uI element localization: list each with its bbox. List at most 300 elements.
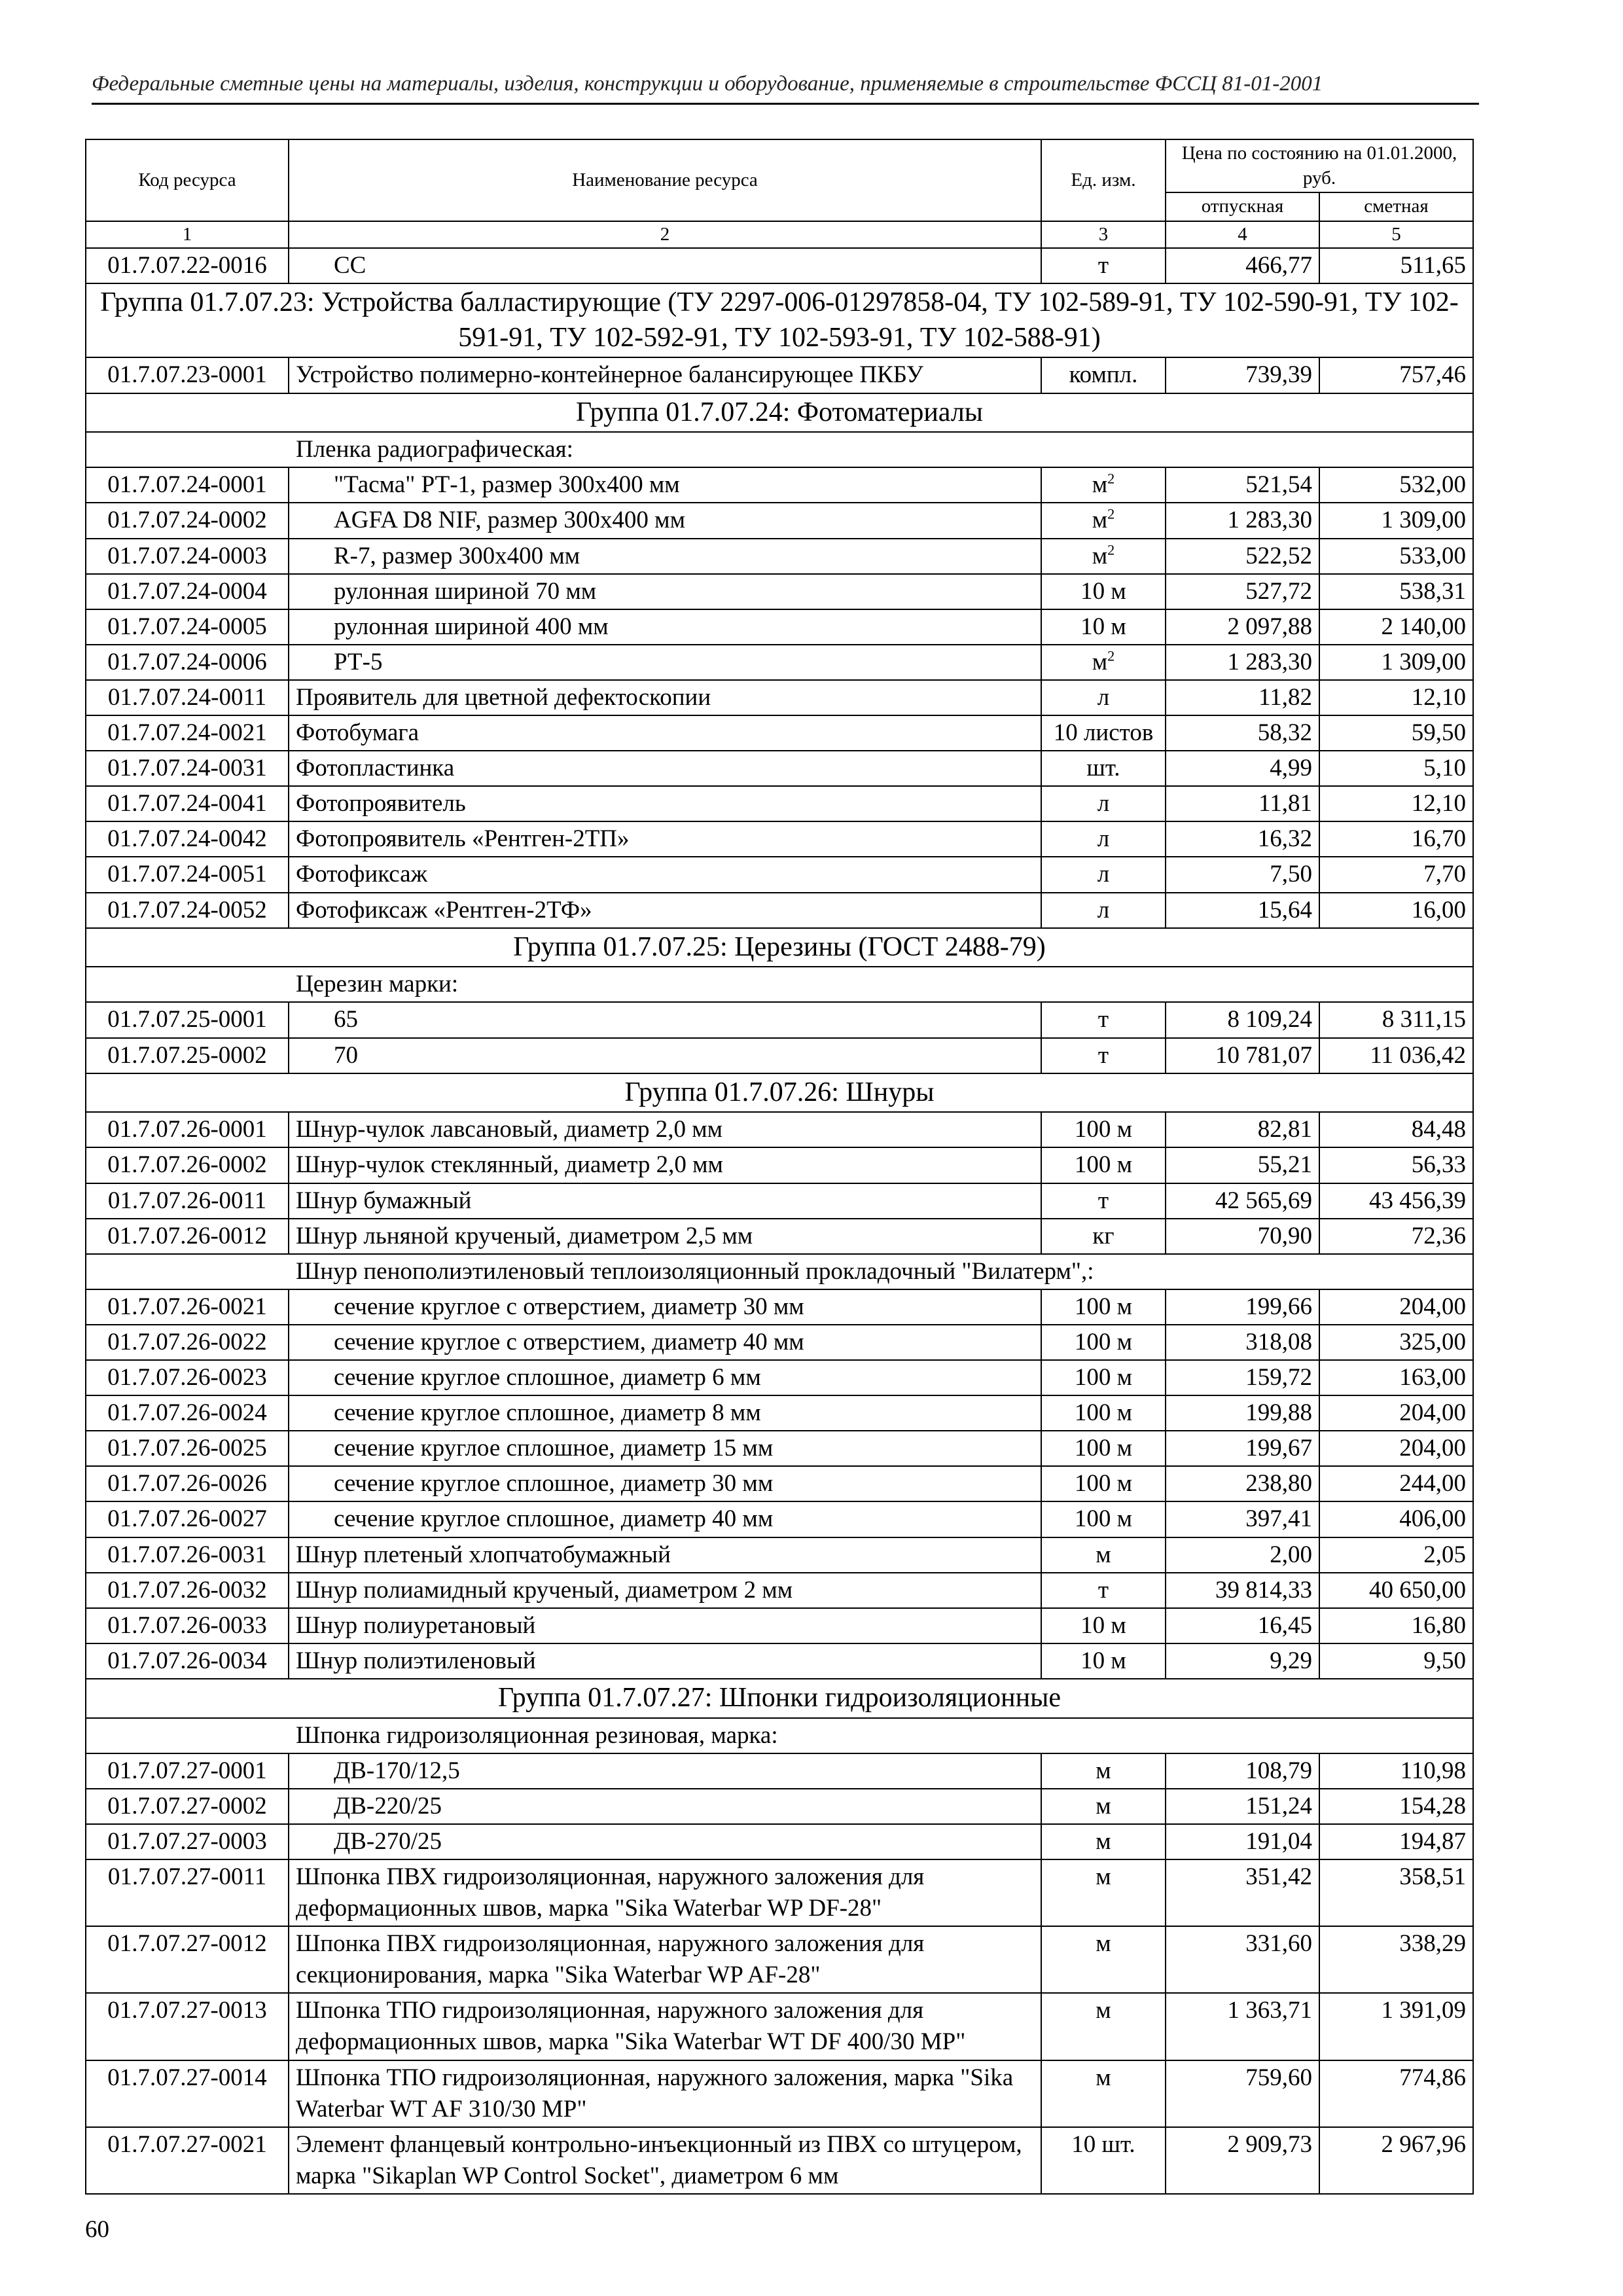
release-price: 15,64 [1166,893,1319,928]
resource-name-cell [289,1789,1041,1824]
column-number: 4 [1166,221,1319,248]
unit-value: м [1096,1863,1111,1891]
release-price: 108,79 [1166,1753,1319,1789]
estimate-price: 56,33 [1319,1147,1473,1183]
resource-code: 01.7.07.26-0021 [86,1289,289,1325]
resource-code: 01.7.07.24-0005 [86,609,289,645]
resource-name: "Тасма" РТ-1, размер 300х400 мм [334,471,680,499]
estimate-price: 16,80 [1319,1608,1473,1643]
resource-name: ДВ-170/12,5 [334,1757,460,1784]
unit-value: 100 м [1074,1293,1133,1320]
release-price: 2 097,88 [1166,609,1319,645]
resource-name-cell [289,1753,1041,1789]
resource-name-cell [289,248,1041,283]
resource-name-cell [289,645,1041,680]
resource-code: 01.7.07.27-0013 [86,1993,289,2060]
unit-cell [1041,1183,1166,1219]
table-row [86,574,1473,609]
resource-name-cell [289,1926,1041,1993]
estimate-price: 72,36 [1319,1219,1473,1254]
unit-cell [1041,645,1166,680]
unit-value: м [1096,1827,1111,1855]
resource-name: Шнур полиэтиленовый [296,1647,536,1674]
resource-code: 01.7.07.27-0011 [86,1859,289,1926]
estimate-price: 511,65 [1319,248,1473,283]
resource-name: 70 [334,1041,358,1069]
table-row [86,2127,1473,2194]
group-heading-row [86,393,1473,433]
resource-code: 01.7.07.25-0002 [86,1038,289,1073]
resource-name: Фотофиксаж [296,861,428,888]
estimate-price: 1 391,09 [1319,1993,1473,2060]
table-row [86,893,1473,928]
resource-code: 01.7.07.24-0042 [86,821,289,857]
table-row [86,1573,1473,1608]
estimate-price: 532,00 [1319,467,1473,503]
unit-cell [1041,1360,1166,1395]
resource-code: 01.7.07.26-0026 [86,1466,289,1501]
estimate-price: 11 036,42 [1319,1038,1473,1073]
resource-name: рулонная шириной 400 мм [334,613,609,640]
table-row [86,715,1473,751]
resource-name-cell [289,1643,1041,1679]
unit-cell [1041,1537,1166,1573]
release-price: 397,41 [1166,1501,1319,1537]
release-price: 1 283,30 [1166,503,1319,538]
resource-name-cell [289,1501,1041,1537]
estimate-price: 204,00 [1319,1395,1473,1431]
table-row [86,539,1473,574]
estimate-price: 204,00 [1319,1431,1473,1466]
resource-name-cell [289,821,1041,857]
unit-cell [1041,1219,1166,1254]
table-row [86,821,1473,857]
resource-code: 01.7.07.22-0016 [86,248,289,283]
page-number: 60 [85,2216,109,2243]
resource-name: сечение круглое сплошное, диаметр 40 мм [334,1505,774,1533]
resource-name: ДВ-220/25 [334,1792,442,1820]
resource-name-cell [289,1147,1041,1183]
resource-name: Шпонка ПВХ гидроизоляционная, наружного заложения для секционирования, марка "Sika Waterbar WP AF-28" [296,1930,925,1989]
group-title: Группа 01.7.07.24: Фотоматериалы [86,393,1473,433]
estimate-price: 2,05 [1319,1537,1473,1573]
resource-code: 01.7.07.26-0032 [86,1573,289,1608]
resource-name: Устройство полимерно-контейнерное балансирующее ПКБУ [296,361,923,389]
resource-name-cell [289,1608,1041,1643]
resource-name-cell [289,609,1041,645]
table-row [86,1219,1473,1254]
unit-value: кг [1092,1222,1115,1249]
unit-cell [1041,1501,1166,1537]
resource-name-cell [289,1183,1041,1219]
price-table [85,139,1474,2195]
table-row [86,1147,1473,1183]
resource-code: 01.7.07.26-0023 [86,1360,289,1395]
resource-name-cell [289,1573,1041,1608]
table-row [86,1753,1473,1789]
resource-name: сечение круглое с отверстием, диаметр 40 мм [334,1328,804,1355]
resource-name-cell [289,357,1041,393]
table-row [86,609,1473,645]
estimate-price: 9,50 [1319,1643,1473,1679]
estimate-price: 163,00 [1319,1360,1473,1395]
resource-name: Шнур льняной крученый, диаметром 2,5 мм [296,1222,753,1249]
table-body [86,248,1473,2194]
table-row [86,357,1473,393]
unit-cell [1041,539,1166,574]
unit-cell [1041,821,1166,857]
subheader-text: Шнур пенополиэтиленовый теплоизоляционный прокладочный "Вилатерм",: [86,1254,1473,1289]
unit-value: л [1097,896,1110,924]
unit-cell [1041,786,1166,821]
unit-value: шт. [1086,755,1120,782]
resource-code: 01.7.07.24-0003 [86,539,289,574]
unit-value: 100 м [1074,1470,1133,1498]
unit-value: м [1096,1541,1111,1568]
resource-name: Шнур полиамидный крученый, диаметром 2 мм [296,1576,793,1604]
group-title: Группа 01.7.07.25: Церезины (ГОСТ 2488-79) [86,928,1473,967]
resource-name-cell [289,1466,1041,1501]
resource-name-cell [289,680,1041,715]
unit-value: м [1096,1757,1111,1784]
table-row [86,1431,1473,1466]
resource-name: AGFA D8 NIF, размер 300х400 мм [334,507,686,534]
table-row [86,1183,1473,1219]
running-header: Федеральные сметные цены на материалы, изделия, конструкции и оборудование, применяемые в строительстве ФССЦ 81-01-2001 [92,72,1479,105]
resource-name-cell [289,893,1041,928]
release-price: 16,45 [1166,1608,1319,1643]
unit-cell [1041,1859,1166,1926]
unit-cell [1041,503,1166,538]
estimate-price: 533,00 [1319,539,1473,574]
unit-value: 100 м [1074,1116,1133,1143]
resource-name: Проявитель для цветной дефектоскопии [296,683,711,711]
unit-cell [1041,1112,1166,1147]
unit-value: 100 м [1074,1364,1133,1391]
resource-name-cell [289,1038,1041,1073]
resource-name-cell [289,715,1041,751]
resource-name-cell [289,1112,1041,1147]
unit-value: л [1097,683,1110,711]
unit-cell [1041,893,1166,928]
table-row [86,1112,1473,1147]
resource-code: 01.7.07.26-0012 [86,1219,289,1254]
subheader-row [86,1254,1473,1289]
table-row [86,1395,1473,1431]
resource-name-cell [289,786,1041,821]
resource-code: 01.7.07.26-0033 [86,1608,289,1643]
resource-code: 01.7.07.24-0051 [86,857,289,892]
resource-code: 01.7.07.26-0001 [86,1112,289,1147]
unit-value: 10 м [1080,613,1126,640]
column-header-price-group: Цена по состоянию на 01.01.2000, руб. [1166,139,1473,192]
release-price: 2 909,73 [1166,2127,1319,2194]
unit-value: 10 листов [1053,719,1154,747]
table-row [86,1824,1473,1859]
resource-code: 01.7.07.26-0011 [86,1183,289,1219]
subheader-text: Пленка радиографическая: [86,432,1473,467]
resource-name: СС [334,251,366,279]
unit-value: т [1097,1187,1109,1214]
release-price: 39 814,33 [1166,1573,1319,1608]
unit-cell [1041,2060,1166,2127]
table-row [86,1289,1473,1325]
resource-name-cell [289,2060,1041,2127]
release-price: 1 283,30 [1166,645,1319,680]
estimate-price: 338,29 [1319,1926,1473,1993]
resource-name: сечение круглое сплошное, диаметр 8 мм [334,1399,761,1427]
unit-cell [1041,1431,1166,1466]
table-row [86,1038,1473,1073]
estimate-price: 154,28 [1319,1789,1473,1824]
release-price: 527,72 [1166,574,1319,609]
unit-cell [1041,1643,1166,1679]
table-row [86,2060,1473,2127]
release-price: 10 781,07 [1166,1038,1319,1073]
resource-code: 01.7.07.24-0031 [86,751,289,786]
subheader-row [86,432,1473,467]
unit-cell [1041,574,1166,609]
estimate-price: 110,98 [1319,1753,1473,1789]
estimate-price: 757,46 [1319,357,1473,393]
unit-value: 100 м [1074,1328,1133,1355]
resource-code: 01.7.07.26-0024 [86,1395,289,1431]
estimate-price: 358,51 [1319,1859,1473,1926]
release-price: 55,21 [1166,1147,1319,1183]
table-row [86,1926,1473,1993]
table-row [86,248,1473,283]
release-price: 82,81 [1166,1112,1319,1147]
resource-code: 01.7.07.26-0031 [86,1537,289,1573]
resource-name: РТ-5 [334,648,383,675]
resource-code: 01.7.07.27-0012 [86,1926,289,1993]
resource-code: 01.7.07.24-0004 [86,574,289,609]
resource-name: сечение круглое с отверстием, диаметр 30 мм [334,1293,804,1320]
estimate-price: 43 456,39 [1319,1183,1473,1219]
release-price: 759,60 [1166,2060,1319,2127]
unit-exponent: 2 [1107,471,1115,488]
unit-value: л [1097,825,1110,853]
table-row [86,1789,1473,1824]
resource-name: Шнур плетеный хлопчатобумажный [296,1541,671,1568]
table-row [86,503,1473,538]
unit-value: м [1092,542,1108,569]
unit-cell [1041,1002,1166,1037]
group-title: Группа 01.7.07.23: Устройства балластирующие (ТУ 2297-006-01297858-04, ТУ 102-589-91, ТУ 102-590-91, ТУ 102-591-91, ТУ 102-592-91, ТУ 102-593-91, ТУ 102-588-91) [86,283,1473,358]
estimate-price: 406,00 [1319,1501,1473,1537]
unit-cell [1041,1573,1166,1608]
unit-value: л [1097,861,1110,888]
table-row [86,1643,1473,1679]
unit-value: т [1097,251,1109,279]
unit-value: 10 шт. [1071,2130,1135,2158]
unit-cell [1041,1147,1166,1183]
estimate-price: 16,00 [1319,893,1473,928]
table-row [86,680,1473,715]
unit-value: 100 м [1074,1435,1133,1462]
unit-cell [1041,1824,1166,1859]
estimate-price: 12,10 [1319,786,1473,821]
estimate-price: 1 309,00 [1319,503,1473,538]
resource-name-cell [289,1824,1041,1859]
resource-name-cell [289,1431,1041,1466]
unit-value: 10 м [1080,1611,1126,1639]
release-price: 16,32 [1166,821,1319,857]
release-price: 191,04 [1166,1824,1319,1859]
release-price: 331,60 [1166,1926,1319,1993]
column-header-name: Наименование ресурса [289,139,1041,221]
unit-cell [1041,1289,1166,1325]
resource-name-cell [289,574,1041,609]
resource-name: Фотопластинка [296,755,455,782]
resource-name: Шпонка ПВХ гидроизоляционная, наружного заложения для деформационных швов, марка "Sika Waterbar WP DF-28" [296,1863,925,1922]
estimate-price: 84,48 [1319,1112,1473,1147]
release-price: 7,50 [1166,857,1319,892]
release-price: 42 565,69 [1166,1183,1319,1219]
column-header-code: Код ресурса [86,139,289,221]
unit-cell [1041,357,1166,393]
subheader-row [86,967,1473,1002]
resource-code: 01.7.07.27-0002 [86,1789,289,1824]
group-heading-row [86,1679,1473,1718]
unit-cell [1041,1789,1166,1824]
group-title: Группа 01.7.07.27: Шпонки гидроизоляционные [86,1679,1473,1718]
unit-cell [1041,680,1166,715]
estimate-price: 2 140,00 [1319,609,1473,645]
resource-name: ДВ-270/25 [334,1827,442,1855]
release-price: 521,54 [1166,467,1319,503]
group-heading-row [86,283,1473,358]
resource-name: Элемент фланцевый контрольно-инъекционный из ПВХ со штуцером, марка "Sikaplan WP Control Socket", диаметром 6 мм [296,2130,1022,2189]
release-price: 199,66 [1166,1289,1319,1325]
table-row [86,1466,1473,1501]
unit-cell [1041,1325,1166,1360]
table-row [86,786,1473,821]
table-row [86,1608,1473,1643]
unit-cell [1041,467,1166,503]
resource-code: 01.7.07.24-0041 [86,786,289,821]
unit-exponent: 2 [1107,647,1115,664]
release-price: 151,24 [1166,1789,1319,1824]
unit-value: 10 м [1080,577,1126,605]
unit-cell [1041,1038,1166,1073]
resource-code: 01.7.07.27-0021 [86,2127,289,2194]
resource-code: 01.7.07.26-0025 [86,1431,289,1466]
resource-name-cell [289,1395,1041,1431]
resource-code: 01.7.07.27-0014 [86,2060,289,2127]
unit-value: 100 м [1074,1151,1133,1179]
resource-name: Фотопроявитель [296,790,466,817]
release-price: 8 109,24 [1166,1002,1319,1037]
resource-name-cell [289,2127,1041,2194]
resource-code: 01.7.07.24-0021 [86,715,289,751]
unit-cell [1041,1993,1166,2060]
unit-value: м [1092,648,1108,675]
release-price: 1 363,71 [1166,1993,1319,2060]
resource-name: 65 [334,1006,358,1033]
unit-value: м [1096,2064,1111,2091]
table-row [86,1993,1473,2060]
unit-value: м [1096,1930,1111,1958]
resource-name: Шпонка ТПО гидроизоляционная, наружного заложения, марка "Sika Waterbar WT AF 310/30 MP" [296,2064,1014,2123]
resource-code: 01.7.07.24-0002 [86,503,289,538]
release-price: 9,29 [1166,1643,1319,1679]
resource-name: Шнур-чулок лавсановый, диаметр 2,0 мм [296,1116,723,1143]
resource-code: 01.7.07.26-0027 [86,1501,289,1537]
unit-cell [1041,1608,1166,1643]
table-row [86,751,1473,786]
release-price: 11,81 [1166,786,1319,821]
resource-name-cell [289,467,1041,503]
estimate-price: 16,70 [1319,821,1473,857]
resource-name: сечение круглое сплошное, диаметр 15 мм [334,1435,774,1462]
estimate-price: 244,00 [1319,1466,1473,1501]
release-price: 58,32 [1166,715,1319,751]
unit-cell [1041,248,1166,283]
resource-code: 01.7.07.26-0034 [86,1643,289,1679]
estimate-price: 774,86 [1319,2060,1473,2127]
unit-value: т [1097,1576,1109,1604]
resource-name: Шпонка ТПО гидроизоляционная, наружного заложения для деформационных швов, марка "Sika Waterbar WT DF 400/30 MP" [296,1997,966,2056]
table-row [86,857,1473,892]
resource-code: 01.7.07.26-0022 [86,1325,289,1360]
resource-name: Шнур бумажный [296,1187,472,1214]
estimate-price: 40 650,00 [1319,1573,1473,1608]
estimate-price: 12,10 [1319,680,1473,715]
subheader-text: Церезин марки: [86,967,1473,1002]
group-heading-row [86,928,1473,967]
resource-code: 01.7.07.24-0011 [86,680,289,715]
resource-name: Шнур полиуретановый [296,1611,536,1639]
column-header-estimate-price: сметная [1319,192,1473,221]
release-price: 199,88 [1166,1395,1319,1431]
unit-cell [1041,1466,1166,1501]
estimate-price: 8 311,15 [1319,1002,1473,1037]
table-row [86,1501,1473,1537]
release-price: 11,82 [1166,680,1319,715]
group-heading-row [86,1073,1473,1113]
release-price: 199,67 [1166,1431,1319,1466]
unit-cell [1041,609,1166,645]
resource-name-cell [289,1360,1041,1395]
resource-name-cell [289,1002,1041,1037]
column-header-release-price: отпускная [1166,192,1319,221]
resource-name: сечение круглое сплошное, диаметр 30 мм [334,1470,774,1498]
unit-value: 10 м [1080,1647,1126,1674]
resource-code: 01.7.07.23-0001 [86,357,289,393]
release-price: 238,80 [1166,1466,1319,1501]
resource-name-cell [289,857,1041,892]
unit-exponent: 2 [1107,541,1115,558]
resource-code: 01.7.07.26-0002 [86,1147,289,1183]
resource-name: Шнур-чулок стеклянный, диаметр 2,0 мм [296,1151,723,1179]
resource-name-cell [289,539,1041,574]
resource-code: 01.7.07.24-0006 [86,645,289,680]
resource-name-cell [289,1859,1041,1926]
resource-name-cell [289,1537,1041,1573]
column-number: 3 [1041,221,1166,248]
resource-name: Фотобумага [296,719,419,747]
unit-cell [1041,1753,1166,1789]
resource-name-cell [289,1993,1041,2060]
table-row [86,1325,1473,1360]
resource-code: 01.7.07.24-0052 [86,893,289,928]
resource-name-cell [289,1289,1041,1325]
resource-name-cell [289,1325,1041,1360]
resource-name-cell [289,751,1041,786]
estimate-price: 325,00 [1319,1325,1473,1360]
estimate-price: 2 967,96 [1319,2127,1473,2194]
